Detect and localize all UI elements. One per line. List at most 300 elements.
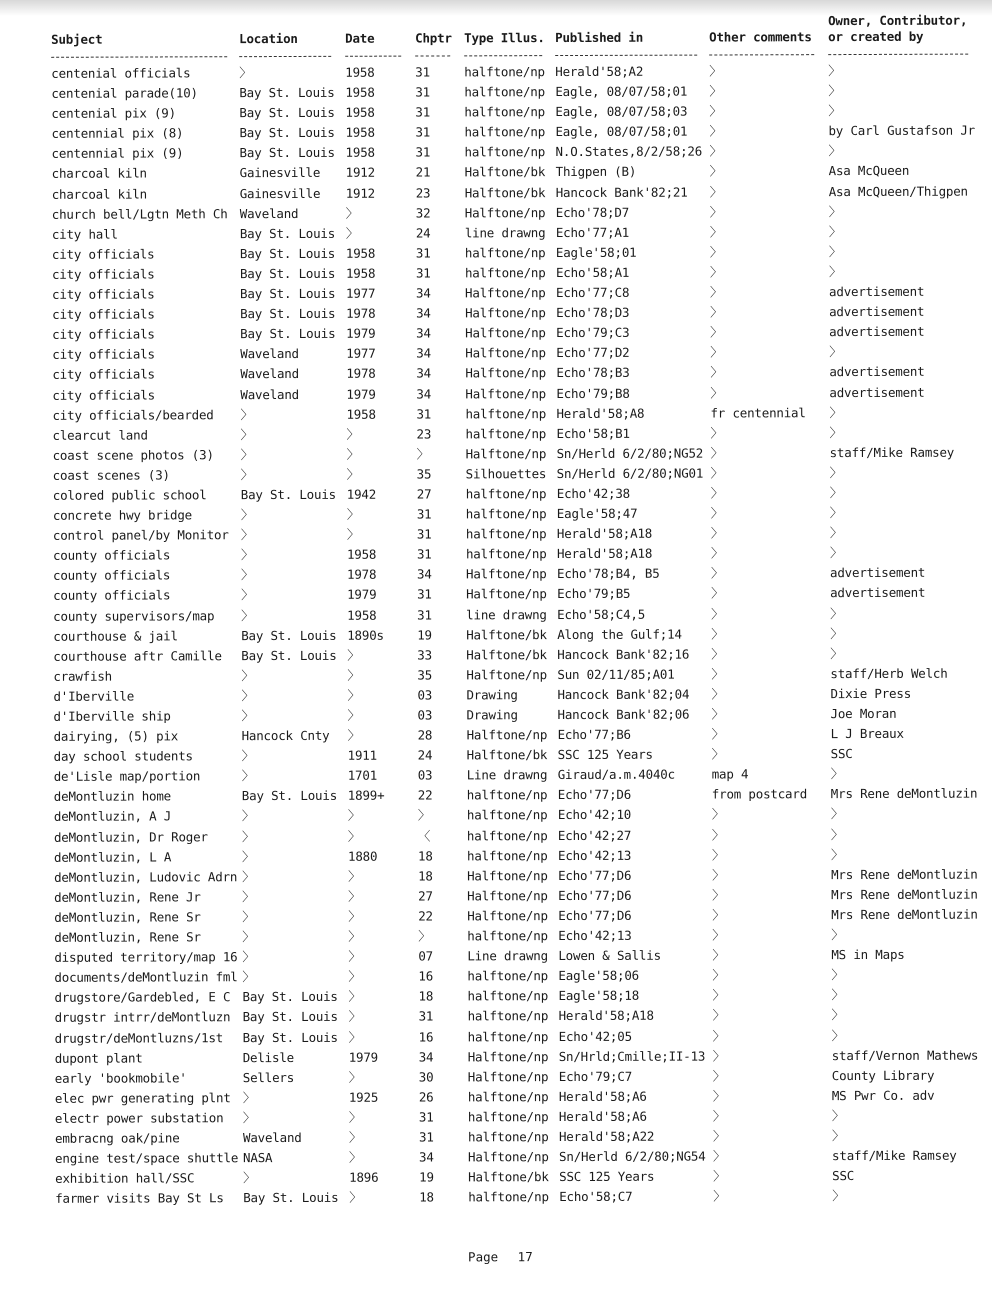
date-cell: 1979 bbox=[346, 386, 376, 402]
date-cell: 〉 bbox=[347, 808, 361, 824]
owner-cell: 〉 bbox=[829, 505, 843, 521]
location-cell: 〉 bbox=[242, 1089, 256, 1105]
type-cell: halftone/np bbox=[466, 827, 548, 843]
location-cell: Bay St. Louis bbox=[239, 84, 335, 101]
subject-cell: deMontluzin home bbox=[53, 788, 172, 805]
chapter-cell: 〈 bbox=[417, 828, 431, 844]
owner-cell: staff/Vernon Mathews bbox=[831, 1047, 979, 1063]
location-cell: Hancock Cnty bbox=[241, 727, 330, 744]
comments-cell: 〉 bbox=[709, 63, 722, 79]
comments-cell: 〉 bbox=[709, 163, 722, 179]
comments-cell: 〉 bbox=[712, 987, 725, 1003]
published-cell: Echo'77;D6 bbox=[558, 887, 632, 903]
subject-cell: embracng oak/pine bbox=[54, 1130, 180, 1146]
subject-cell: exhibition hall/SSC bbox=[55, 1170, 195, 1186]
date-cell: 〉 bbox=[346, 446, 359, 462]
subject-cell: city hall bbox=[51, 226, 118, 242]
header-rule-location bbox=[239, 56, 331, 57]
subject-cell: city officials bbox=[52, 386, 155, 403]
chapter-cell: 34 bbox=[416, 566, 432, 582]
type-cell: halftone/np bbox=[464, 104, 546, 120]
location-cell: Bay St. Louis bbox=[241, 647, 337, 663]
type-cell: Halftone/np bbox=[465, 365, 546, 381]
date-cell: 〉 bbox=[349, 1189, 362, 1206]
subject-cell: drugstr/deMontluzns/1st bbox=[54, 1029, 224, 1046]
chapter-cell: 31 bbox=[415, 245, 431, 261]
subject-cell: county officials bbox=[52, 567, 171, 584]
comments-cell: 〉 bbox=[711, 606, 724, 622]
header-rule-owner bbox=[828, 54, 968, 55]
subject-cell: deMontluzin, Rene Jr bbox=[54, 889, 201, 905]
date-cell: 〉 bbox=[348, 1109, 362, 1125]
chapter-cell: 34 bbox=[416, 325, 431, 341]
type-cell: Drawing bbox=[466, 687, 518, 703]
chapter-cell: 23 bbox=[416, 426, 432, 442]
date-cell: 1958 bbox=[347, 607, 377, 623]
comments-cell: 〉 bbox=[710, 565, 724, 581]
location-cell: 〉 bbox=[240, 426, 253, 442]
owner-cell: 〉 bbox=[829, 485, 843, 501]
comments-cell: 〉 bbox=[711, 827, 725, 843]
comments-cell: 〉 bbox=[711, 686, 724, 702]
published-cell: Echo'78;B4, B5 bbox=[556, 566, 660, 582]
owner-cell: SSC bbox=[832, 1168, 855, 1184]
type-cell: Halftone/bk bbox=[466, 747, 548, 763]
type-cell: halftone/np bbox=[465, 546, 547, 562]
header-rule-chapter bbox=[415, 55, 450, 56]
type-cell: Halftone/bk bbox=[464, 164, 546, 180]
published-cell: Eagle'58;47 bbox=[556, 505, 638, 522]
comments-cell: 〉 bbox=[712, 907, 725, 923]
location-cell: Waveland bbox=[240, 366, 299, 382]
owner-cell: Mrs Rene deMontluzin bbox=[831, 886, 978, 902]
subject-cell: coast scene photos (3) bbox=[52, 447, 214, 463]
owner-cell: 〉 bbox=[830, 806, 844, 822]
subject-cell: concrete hwy bridge bbox=[52, 507, 193, 523]
comments-cell: 〉 bbox=[713, 1168, 726, 1184]
location-cell: Sellers bbox=[242, 1069, 295, 1085]
subject-cell: engine test/space shuttle bbox=[55, 1150, 239, 1166]
location-cell: 〉 bbox=[242, 909, 255, 925]
chapter-cell: 31 bbox=[416, 506, 432, 522]
owner-cell: 〉 bbox=[829, 404, 842, 420]
comments-cell: fr centennial bbox=[710, 404, 806, 421]
published-cell: Echo'79;C7 bbox=[558, 1068, 633, 1084]
type-cell: halftone/np bbox=[467, 928, 548, 944]
comments-cell: 〉 bbox=[711, 806, 725, 822]
location-cell: Bay St. Louis bbox=[239, 125, 335, 141]
location-cell: Bay St. Louis bbox=[240, 486, 336, 503]
date-cell: 〉 bbox=[348, 989, 361, 1005]
owner-cell: 〉 bbox=[831, 1128, 845, 1144]
subject-cell: drugstore/Gardebled, E C bbox=[54, 989, 231, 1006]
type-cell: Halftone/np bbox=[465, 325, 546, 341]
owner-cell: Asa McQueen bbox=[828, 163, 910, 179]
owner-cell: Asa McQueen/Thigpen bbox=[828, 183, 968, 199]
type-cell: halftone/np bbox=[467, 1008, 549, 1024]
published-cell: Echo'77;D2 bbox=[556, 345, 630, 361]
date-cell: 1912 bbox=[345, 185, 376, 201]
date-cell: 〉 bbox=[349, 1149, 362, 1165]
location-cell: 〉 bbox=[242, 868, 255, 884]
comments-cell: 〉 bbox=[709, 284, 723, 300]
chapter-cell: 35 bbox=[417, 667, 433, 683]
owner-cell: 〉 bbox=[828, 264, 842, 280]
published-cell: Herald'58;A18 bbox=[558, 1008, 654, 1024]
owner-cell: 〉 bbox=[828, 243, 842, 259]
published-cell: Herald'58;A18 bbox=[556, 525, 653, 542]
subject-cell: documents/deMontluzin fml bbox=[54, 969, 238, 986]
published-cell: Giraud/a.m.4040c bbox=[557, 766, 675, 783]
owner-cell: staff/Mike Ramsey bbox=[829, 444, 955, 460]
location-cell: 〉 bbox=[241, 828, 255, 844]
header-owner: Owner, Contributor, or created by bbox=[828, 12, 968, 45]
location-cell: 〉 bbox=[240, 507, 254, 523]
type-cell: halftone/np bbox=[464, 244, 546, 261]
header-rule-published bbox=[555, 55, 697, 56]
chapter-cell: 31 bbox=[415, 84, 431, 100]
owner-cell: 〉 bbox=[829, 545, 843, 561]
comments-cell: 〉 bbox=[711, 746, 724, 762]
location-cell: Waveland bbox=[240, 346, 299, 362]
chapter-cell: 24 bbox=[417, 747, 433, 763]
published-cell: Echo'78;D3 bbox=[556, 304, 630, 321]
date-cell: 1701 bbox=[347, 767, 378, 784]
published-cell: Echo'42;10 bbox=[557, 807, 632, 823]
published-cell: Hancock Bank'82;16 bbox=[557, 646, 690, 662]
subject-cell: farmer visits Bay St Ls bbox=[55, 1190, 224, 1207]
published-cell: Sn/Herld 6/2/80;NG52 bbox=[556, 445, 704, 461]
location-cell: Bay St. Louis bbox=[239, 225, 336, 241]
type-cell: halftone/np bbox=[467, 1088, 549, 1105]
published-cell: Echo'79;B5 bbox=[557, 586, 631, 602]
subject-cell: county officials bbox=[53, 587, 171, 604]
owner-cell: 〉 bbox=[828, 83, 841, 99]
owner-cell: 〉 bbox=[829, 424, 842, 440]
comments-cell: 〉 bbox=[713, 1148, 726, 1164]
chapter-cell: 31 bbox=[418, 1109, 434, 1125]
date-cell: 〉 bbox=[348, 1009, 361, 1025]
subject-cell: control panel/by Monitor bbox=[52, 527, 229, 543]
comments-cell: 〉 bbox=[712, 887, 725, 903]
page-label: Page bbox=[468, 1249, 499, 1265]
comments-cell: 〉 bbox=[711, 585, 724, 601]
subject-cell: de'Lisle map/portion bbox=[53, 768, 201, 785]
owner-cell: County Library bbox=[831, 1067, 935, 1083]
date-cell: 〉 bbox=[346, 526, 360, 542]
owner-cell: 〉 bbox=[828, 63, 841, 79]
date-cell: 〉 bbox=[348, 968, 361, 985]
comments-cell: 〉 bbox=[709, 184, 723, 200]
location-cell: 〉 bbox=[240, 466, 253, 483]
type-cell: Halftone/np bbox=[466, 727, 548, 743]
chapter-cell: 35 bbox=[416, 466, 432, 482]
date-cell: 〉 bbox=[348, 1129, 362, 1145]
type-cell: Halftone/np bbox=[464, 285, 546, 301]
owner-cell: 〉 bbox=[832, 1188, 845, 1204]
date-cell: 〉 bbox=[347, 687, 360, 703]
subject-cell: city officials/bearded bbox=[52, 406, 214, 423]
subject-cell: deMontluzin, Ludovic Adrn bbox=[54, 868, 238, 885]
type-cell: halftone/np bbox=[467, 968, 549, 984]
type-cell: Halftone/np bbox=[467, 1068, 549, 1085]
type-cell: halftone/np bbox=[467, 988, 549, 1004]
owner-cell: L J Breaux bbox=[830, 725, 904, 742]
comments-cell: 〉 bbox=[709, 224, 723, 240]
chapter-cell: 30 bbox=[418, 1069, 434, 1085]
comments-cell: 〉 bbox=[709, 143, 722, 159]
chapter-cell: 31 bbox=[415, 104, 431, 120]
owner-cell: 〉 bbox=[829, 344, 842, 360]
type-cell: halftone/np bbox=[466, 847, 548, 864]
subject-cell: coast scenes (3) bbox=[52, 467, 170, 483]
published-cell: Echo'79;B8 bbox=[556, 385, 630, 401]
date-cell: 1942 bbox=[346, 486, 377, 502]
header-rule-comments bbox=[709, 54, 814, 55]
location-cell: 〉 bbox=[240, 567, 254, 583]
chapter-cell: 03 bbox=[417, 707, 433, 723]
subject-cell: d'Iberville bbox=[53, 688, 135, 704]
date-cell: 〉 bbox=[348, 908, 361, 924]
owner-cell: advertisement bbox=[830, 585, 926, 601]
published-cell: Echo'42;05 bbox=[558, 1028, 632, 1044]
date-cell: 〉 bbox=[347, 647, 360, 663]
location-cell: 〉 bbox=[240, 406, 253, 422]
owner-cell: 〉 bbox=[830, 625, 843, 641]
date-cell: 1880 bbox=[347, 848, 378, 864]
published-cell: Herald'58;A6 bbox=[558, 1108, 647, 1124]
comments-cell: 〉 bbox=[712, 1048, 726, 1064]
owner-cell: 〉 bbox=[829, 525, 843, 541]
chapter-cell: 27 bbox=[418, 888, 433, 904]
published-cell: Herald'58;A6 bbox=[558, 1088, 647, 1104]
type-cell: halftone/np bbox=[464, 265, 546, 281]
location-cell: Bay St. Louis bbox=[242, 1029, 338, 1045]
location-cell: 〉 bbox=[242, 969, 255, 985]
owner-cell: advertisement bbox=[828, 283, 925, 300]
location-cell: Bay St. Louis bbox=[240, 326, 336, 342]
type-cell: Halftone/bk bbox=[466, 626, 547, 643]
chapter-cell: 23 bbox=[415, 185, 431, 201]
chapter-cell: 27 bbox=[416, 486, 432, 502]
table-body bbox=[0, 61, 992, 1210]
type-cell: halftone/np bbox=[466, 807, 548, 823]
subject-cell: colored public school bbox=[52, 487, 207, 503]
chapter-cell: 07 bbox=[418, 948, 434, 964]
type-cell: halftone/np bbox=[467, 1028, 549, 1044]
owner-cell: 〉 bbox=[830, 645, 843, 661]
date-cell: 1978 bbox=[346, 366, 376, 382]
date-cell: 1979 bbox=[348, 1049, 379, 1065]
comments-cell: 〉 bbox=[709, 103, 722, 119]
type-cell: halftone/np bbox=[465, 526, 547, 542]
subject-cell: centenial pix (9) bbox=[51, 105, 176, 122]
type-cell: Halftone/np bbox=[468, 1149, 549, 1165]
published-cell: Hancock Bank'82;21 bbox=[555, 184, 688, 200]
subject-cell: centennial pix (8) bbox=[51, 125, 184, 142]
owner-cell: 〉 bbox=[831, 967, 844, 983]
comments-cell: 〉 bbox=[710, 384, 723, 401]
owner-cell: 〉 bbox=[828, 223, 842, 239]
chapter-cell: 31 bbox=[415, 64, 430, 80]
chapter-cell: 26 bbox=[418, 1089, 434, 1105]
date-cell: 1979 bbox=[346, 325, 376, 342]
owner-cell: MS Pwr Co. adv bbox=[831, 1087, 935, 1103]
published-cell: Hancock Bank'82;06 bbox=[557, 706, 690, 723]
subject-cell: city officials bbox=[52, 326, 155, 343]
subject-cell: crawfish bbox=[53, 668, 112, 684]
chapter-cell: 21 bbox=[415, 164, 431, 181]
comments-cell: 〉 bbox=[712, 1128, 726, 1144]
published-cell: Echo'58;A1 bbox=[555, 264, 630, 280]
page-number: 17 bbox=[517, 1249, 533, 1265]
owner-cell: 〉 bbox=[830, 766, 844, 782]
date-cell: 1978 bbox=[346, 305, 376, 321]
type-cell: Halftone/np bbox=[467, 887, 548, 904]
location-cell: Bay St. Louis bbox=[239, 105, 335, 121]
type-cell: Drawing bbox=[466, 707, 518, 723]
subject-cell: centennial pix (9) bbox=[51, 145, 184, 162]
date-cell: 〉 bbox=[348, 1069, 362, 1085]
comments-cell: 〉 bbox=[711, 626, 724, 642]
subject-cell: deMontluzin, Rene Sr bbox=[54, 929, 201, 945]
location-cell: Gainesville bbox=[239, 165, 321, 181]
date-cell: 1912 bbox=[345, 165, 375, 181]
comments-cell: 〉 bbox=[712, 927, 725, 943]
owner-cell: 〉 bbox=[828, 103, 841, 119]
subject-cell: deMontluzin, A J bbox=[53, 808, 172, 825]
owner-cell: advertisement bbox=[829, 303, 925, 320]
location-cell: Waveland bbox=[239, 205, 299, 221]
chapter-cell: 22 bbox=[417, 787, 433, 803]
chapter-cell: 〉 bbox=[416, 446, 429, 462]
published-cell: Echo'77;A1 bbox=[555, 224, 630, 240]
comments-cell: 〉 bbox=[709, 123, 722, 139]
type-cell: halftone/np bbox=[468, 1189, 549, 1205]
location-cell: 〉 bbox=[241, 808, 255, 824]
owner-cell: Dixie Press bbox=[830, 685, 912, 702]
chapter-cell: 〉 bbox=[417, 807, 431, 824]
comments-cell: 〉 bbox=[709, 264, 723, 280]
owner-cell: 〉 bbox=[828, 143, 841, 159]
subject-cell: city officials bbox=[52, 346, 155, 363]
owner-cell: Mrs Rene deMontluzin bbox=[831, 906, 978, 923]
type-cell: line drawng bbox=[464, 224, 546, 241]
date-cell: 1977 bbox=[345, 285, 376, 301]
date-cell: 1899+ bbox=[347, 788, 385, 804]
chapter-cell: 18 bbox=[419, 1189, 434, 1205]
header-rule-date bbox=[345, 56, 401, 57]
published-cell: Sn/Hrld;Cmille;II-13 bbox=[558, 1048, 706, 1064]
location-cell: Bay St. Louis bbox=[239, 145, 335, 161]
type-cell: halftone/np bbox=[465, 486, 547, 502]
chapter-cell: 31 bbox=[418, 1008, 434, 1024]
owner-cell: advertisement bbox=[829, 323, 925, 340]
date-cell: 〉 bbox=[347, 727, 360, 743]
date-cell: 1958 bbox=[346, 406, 376, 422]
subject-cell: centenial officials bbox=[51, 65, 191, 81]
location-cell: Waveland bbox=[242, 1129, 302, 1146]
published-cell: Echo'42;13 bbox=[557, 847, 632, 863]
type-cell: Halftone/np bbox=[465, 566, 547, 582]
comments-cell: 〉 bbox=[712, 1088, 726, 1104]
comments-cell: 〉 bbox=[711, 726, 724, 742]
type-cell: Line drawng bbox=[467, 948, 548, 964]
type-cell: Halftone/np bbox=[466, 666, 547, 683]
type-cell: Halftone/bk bbox=[468, 1169, 549, 1185]
comments-cell: 〉 bbox=[710, 344, 723, 360]
subject-cell: county officials bbox=[52, 547, 171, 564]
chapter-cell: 31 bbox=[415, 265, 431, 281]
location-cell: 〉 bbox=[240, 527, 254, 543]
date-cell: 〉 bbox=[348, 888, 361, 904]
type-cell: Halftone/np bbox=[466, 586, 547, 602]
owner-cell: staff/Herb Welch bbox=[830, 665, 948, 681]
owner-cell: Mrs Rene deMontluzin bbox=[830, 785, 978, 802]
comments-cell: map 4 bbox=[711, 766, 749, 782]
owner-cell: 〉 bbox=[831, 927, 844, 943]
published-cell: Echo'77;D6 bbox=[558, 867, 632, 883]
type-cell: Line drawng bbox=[466, 767, 548, 783]
table-row bbox=[4, 1186, 992, 1210]
subject-cell: deMontluzin, Dr Roger bbox=[53, 828, 208, 845]
date-cell: 〉 bbox=[348, 868, 361, 884]
date-cell: 1911 bbox=[347, 747, 377, 763]
date-cell: 1958 bbox=[345, 145, 375, 161]
chapter-cell: 16 bbox=[418, 1028, 434, 1045]
comments-cell: 〉 bbox=[712, 1027, 725, 1044]
subject-cell: centenial parade(10) bbox=[51, 85, 198, 101]
type-cell: halftone/np bbox=[464, 84, 545, 100]
subject-cell: deMontluzin, Rene Sr bbox=[54, 909, 201, 925]
chapter-cell: 31 bbox=[416, 526, 432, 542]
published-cell: Echo'77;D6 bbox=[557, 787, 632, 803]
type-cell: halftone/np bbox=[465, 506, 547, 522]
owner-cell: MS in Maps bbox=[831, 946, 905, 963]
chapter-cell: 34 bbox=[416, 365, 431, 381]
comments-cell: 〉 bbox=[710, 425, 723, 441]
date-cell: 〉 bbox=[348, 1029, 361, 1045]
owner-cell: 〉 bbox=[830, 846, 844, 862]
chapter-cell: 〉 bbox=[418, 928, 431, 944]
owner-cell: SSC bbox=[830, 746, 853, 762]
subject-cell: charcoal kiln bbox=[51, 165, 147, 182]
date-cell: 〉 bbox=[348, 948, 361, 964]
subject-cell: courthouse aftr Camille bbox=[53, 647, 222, 664]
subject-cell: city officials bbox=[52, 286, 155, 302]
published-cell: Eagle'58;18 bbox=[558, 988, 640, 1004]
subject-cell: city officials bbox=[52, 366, 155, 383]
published-cell: Herald'58;A18 bbox=[556, 545, 653, 562]
type-cell: Halftone/bk bbox=[464, 184, 546, 200]
date-cell: 1958 bbox=[346, 546, 377, 563]
chapter-cell: 31 bbox=[415, 144, 431, 160]
published-cell: Echo'77;B6 bbox=[557, 726, 631, 743]
comments-cell: 〉 bbox=[709, 244, 723, 260]
owner-cell: Mrs Rene deMontluzin bbox=[831, 866, 978, 882]
owner-cell: 〉 bbox=[829, 464, 842, 480]
owner-cell: 〉 bbox=[830, 826, 844, 842]
published-cell: Sn/Herld 6/2/80;NG54 bbox=[559, 1148, 706, 1165]
chapter-cell: 18 bbox=[418, 988, 434, 1004]
location-cell: NASA bbox=[243, 1150, 273, 1166]
published-cell: Eagle, 08/07/58;01 bbox=[555, 123, 688, 140]
owner-cell: 〉 bbox=[831, 987, 844, 1003]
type-cell: Halftone/np bbox=[465, 305, 546, 321]
location-cell: 〉 bbox=[243, 1170, 256, 1186]
comments-cell: 〉 bbox=[710, 364, 723, 380]
comments-cell: 〉 bbox=[712, 967, 725, 983]
